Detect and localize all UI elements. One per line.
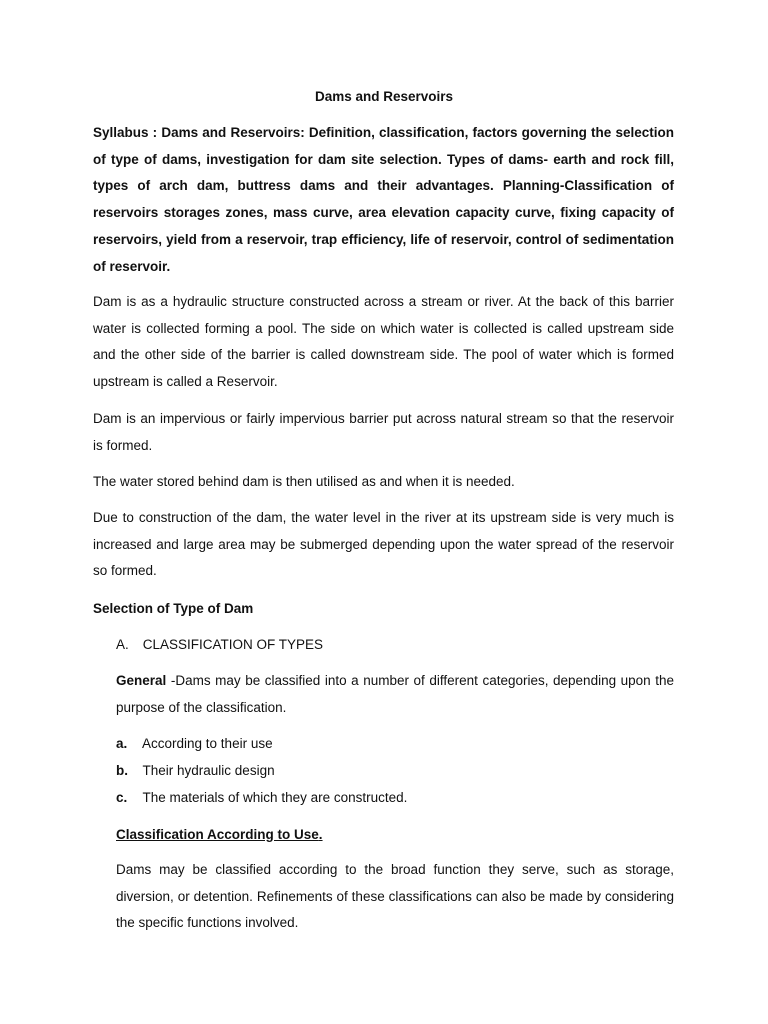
list-marker: c.	[116, 790, 128, 805]
use-classification-paragraph: Dams may be classified according to the broad function they serve, such as storage, diversion, or detention. Refinements of these classifications can also be made by considering the specific functions involved.	[116, 862, 674, 931]
general-paragraph	[116, 668, 674, 721]
general-text: -Dams may be classified into a number of different categories, depending upon the purpose of the classification.	[116, 673, 674, 715]
syllabus-text: Dams and Reservoirs: Definition, classification, factors governing the selection of type of dams, investigation for dam site selection. Types of dams- earth and rock fill, types of arch dam, buttress dams and their advantages. Planning-Classification of reservoirs storages zones, mass curve, area elevation capacity curve, fixing capacity of reservoirs, yield from a reservoir, trap efficiency, life of reservoir, control of sedimentation of reservoir.	[93, 125, 674, 274]
subsection-label: CLASSIFICATION OF TYPES	[142, 637, 324, 652]
list-item	[116, 735, 674, 753]
list-marker: b.	[116, 763, 128, 778]
subsection-marker: A.	[116, 637, 129, 652]
general-label: General	[116, 673, 167, 688]
body-paragraph-impervious: Dam is an impervious or fairly impervious barrier put across natural stream so that the reservoir is formed.	[93, 411, 674, 453]
body-paragraph-water-stored: The water stored behind dam is then utilised as and when it is needed.	[93, 474, 515, 489]
body-paragraph-definition: Dam is as a hydraulic structure constructed across a stream or river. At the back of this barrier water is collected forming a pool. The side on which water is collected is called upstream side and the other side of the barrier is called downstream side. The pool of water which is formed upstream is called a Reservoir.	[93, 294, 674, 390]
use-heading-text: Classification According to Use	[116, 827, 319, 842]
list-item	[116, 789, 674, 807]
section-heading-selection: Selection of Type of Dam	[93, 601, 254, 616]
use-classification-heading	[116, 826, 674, 844]
use-heading-punct: .	[318, 827, 323, 842]
subsection-classification-of-types	[116, 636, 674, 654]
body-paragraph-construction: Due to construction of the dam, the water level in the river at its upstream side is very much is increased and large area may be submerged depending upon the water spread of the reservoir so formed.	[93, 510, 674, 579]
list-item	[116, 762, 674, 780]
list-marker: a.	[116, 736, 128, 751]
syllabus-label: Syllabus :	[93, 125, 158, 140]
list-item-text: The materials of which they are constructed.	[142, 790, 408, 805]
document-title: Dams and Reservoirs	[314, 89, 454, 104]
syllabus-paragraph	[93, 120, 674, 280]
list-item-text: Their hydraulic design	[142, 763, 275, 778]
list-item-text: According to their use	[142, 736, 273, 751]
